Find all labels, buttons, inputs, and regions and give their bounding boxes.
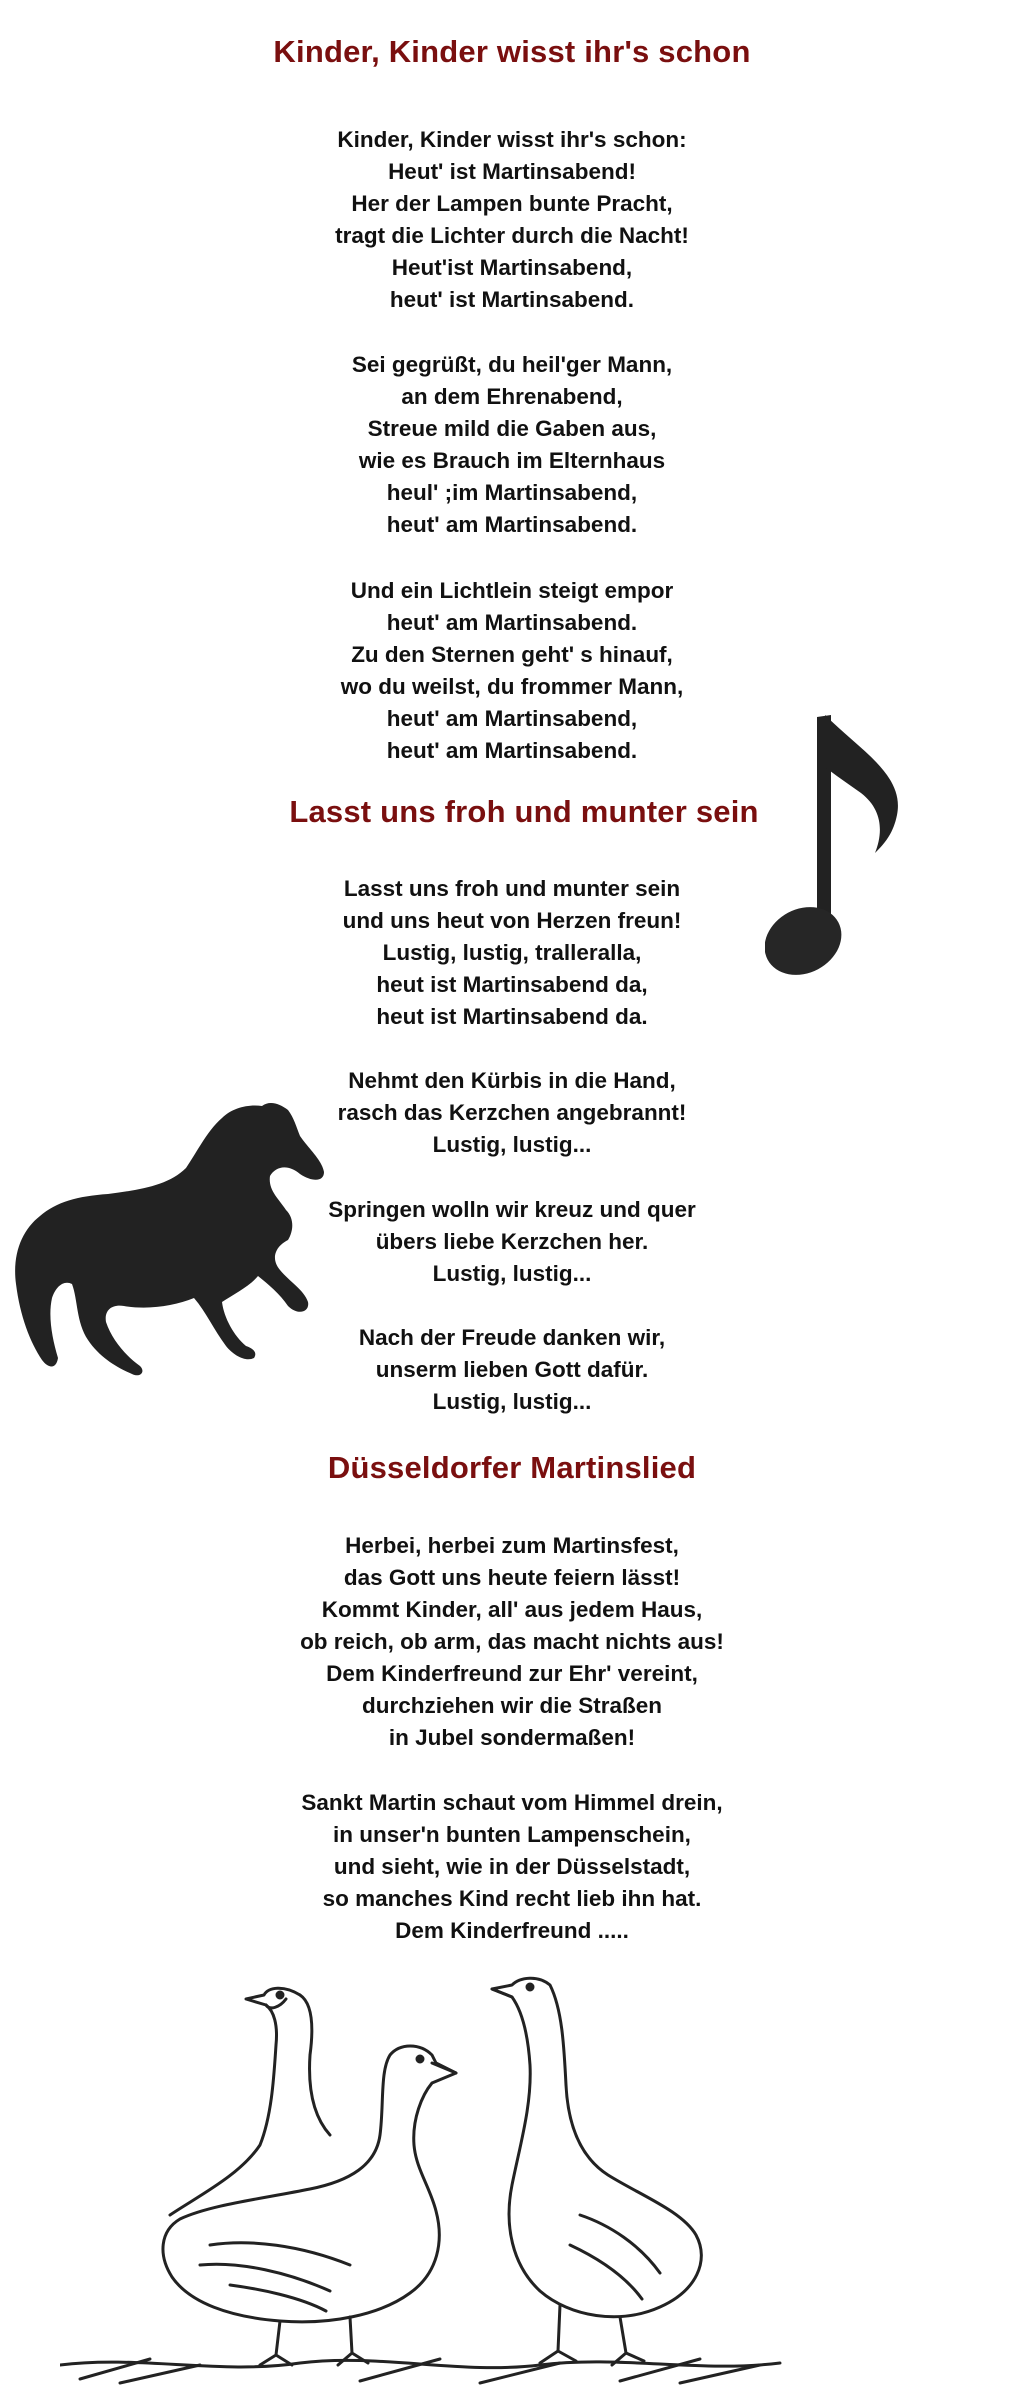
lyric-line: das Gott uns heute feiern lässt! (343, 1565, 681, 1590)
verse-3-2 (0, 1787, 1024, 1947)
geese-drawing-icon (60, 1955, 820, 2395)
lyric-line: heut' am Martinsabend, (386, 706, 638, 731)
lyric-line: heut' am Martinsabend. (386, 738, 638, 763)
lyric-line: wie es Brauch im Elternhaus (358, 448, 666, 473)
song-title-kinder: Kinder, Kinder wisst ihr's schon (273, 34, 751, 69)
verse-1-2 (0, 349, 1024, 541)
lyric-line: Herbei, herbei zum Martinsfest, (345, 1533, 679, 1558)
lyric-line: in Jubel sondermaßen! (388, 1725, 636, 1750)
lyric-line: übers liebe Kerzchen her. (375, 1229, 649, 1254)
lyric-line: Nehmt den Kürbis in die Hand, (348, 1068, 676, 1093)
lyric-line: Zu den Sternen geht' s hinauf, (351, 642, 673, 667)
lyric-line: Her der Lampen bunte Pracht, (351, 191, 673, 216)
verse-2-1 (0, 873, 1024, 1033)
lyric-line: und uns heut von Herzen freun! (342, 908, 682, 933)
verse-1-1 (0, 124, 1024, 316)
lyric-line: und sieht, wie in der Düsselstadt, (333, 1854, 691, 1879)
lyric-line: an dem Ehrenabend, (401, 384, 623, 409)
lyric-line: Dem Kinderfreund zur Ehr' vereint, (326, 1661, 698, 1686)
lyric-line: Heut'ist Martinsabend, (391, 255, 633, 280)
lyric-line: heul' ;im Martinsabend, (386, 480, 638, 505)
lyric-line: wo du weilst, du frommer Mann, (340, 674, 684, 699)
lyric-line: so manches Kind recht lieb ihn hat. (322, 1886, 702, 1911)
lyric-line: heut' am Martinsabend. (386, 610, 638, 635)
lyric-line: Kinder, Kinder wisst ihr's schon: (337, 127, 687, 152)
lyric-line: Nach der Freude danken wir, (358, 1325, 666, 1350)
lyric-line: Lustig, lustig... (432, 1132, 592, 1157)
lyric-line: Sei gegrüßt, du heil'ger Mann, (351, 352, 673, 377)
lyric-line: Lasst uns froh und munter sein (343, 876, 681, 901)
lyric-line: Sankt Martin schaut vom Himmel drein, (301, 1790, 723, 1815)
lyric-line: Lustig, lustig... (432, 1261, 592, 1286)
lyric-line: Kommt Kinder, all' aus jedem Haus, (321, 1597, 703, 1622)
horse-silhouette-icon (8, 1090, 328, 1390)
lyric-line: ob reich, ob arm, das macht nichts aus! (300, 1629, 724, 1654)
lyric-line: tragt die Lichter durch die Nacht! (335, 223, 689, 248)
song-title-lasst-uns: Lasst uns froh und munter sein (289, 794, 759, 829)
lyric-line: durchziehen wir die Straßen (361, 1693, 663, 1718)
verse-3-1 (0, 1530, 1024, 1754)
lyric-line: Streue mild die Gaben aus, (367, 416, 657, 441)
lyric-line: Dem Kinderfreund ..... (395, 1918, 629, 1943)
lyric-line: Und ein Lichtlein steigt empor (350, 578, 674, 603)
lyric-line: heut ist Martinsabend da. (376, 1004, 648, 1029)
lyric-line: Springen wolln wir kreuz und quer (328, 1197, 696, 1222)
lyric-line: unserm lieben Gott dafür. (375, 1357, 649, 1382)
lyric-line: heut ist Martinsabend da, (376, 972, 648, 997)
lyric-line: Lustig, lustig, tralleralla, (382, 940, 642, 965)
lyric-line: in unser'n bunten Lampenschein, (333, 1822, 691, 1847)
lyric-line: heut' ist Martinsabend. (389, 287, 635, 312)
lyric-line: rasch das Kerzchen angebrannt! (337, 1100, 687, 1125)
lyric-line: Heut' ist Martinsabend! (388, 159, 636, 184)
lyric-line: heut' am Martinsabend. (386, 512, 638, 537)
song-title-duesseldorfer: Düsseldorfer Martinslied (327, 1450, 697, 1485)
lyric-line: Lustig, lustig... (432, 1389, 592, 1414)
